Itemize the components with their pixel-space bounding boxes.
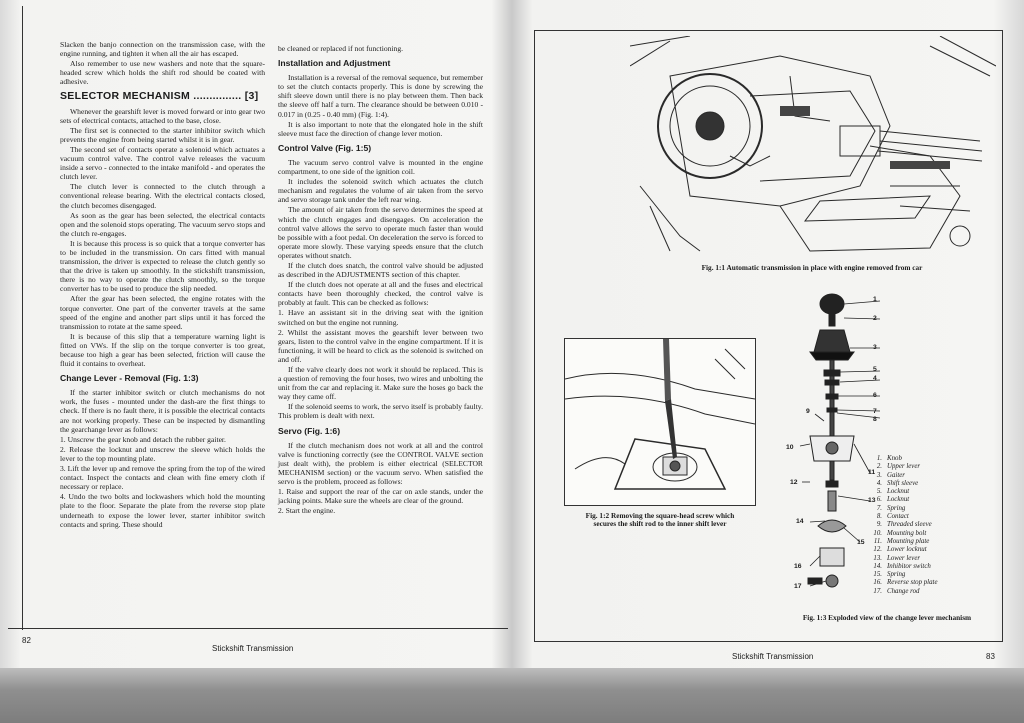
parts-legend-label: Change rod	[887, 587, 920, 595]
parts-legend-item	[868, 513, 998, 521]
parts-legend-item	[868, 521, 998, 529]
parts-legend-item	[868, 455, 998, 463]
numbered-step: 3. Lift the lever up and remove the spring from the top of the wired contact. Inspect the contacts and clean with fine emery cloth if necessary or replace.	[60, 464, 265, 492]
callout-13: 13	[868, 497, 876, 504]
paragraph: Slacken the banjo connection on the transmission case, with the engine running, and tighten it when all the air has escaped.	[60, 40, 265, 59]
paragraph: Whenever the gearshift lever is moved forward or into gear two sets of electrical contacts, attached to the base, close.	[60, 106, 265, 125]
parts-legend-item	[868, 579, 998, 587]
left-column-2	[278, 44, 483, 516]
fig-1-1-illustration	[630, 36, 996, 256]
parts-legend-number: 8.	[876, 513, 882, 521]
paragraph: If the clutch does snatch, the control valve should be adjusted as described in the ADJUSTMENTS section of this chapter.	[278, 260, 483, 280]
control-valve-paragraphs	[278, 158, 483, 308]
parts-legend-label: Spring	[887, 571, 906, 579]
callout-17: 17	[794, 583, 802, 590]
callout-9: 9	[806, 408, 810, 415]
paragraph: It is because this process is so quick that a torque converter has to be included in the transmission. On cars fitted with manual transmission, the driver is expected to release the clutch gently so that the drive is taken up smoothly. In the stickshift transmission, there is no way to operate the clutch smoothly, so the torque converter has to be used to produce the slip needed.	[60, 238, 265, 294]
paragraph: If the starter inhibitor switch or clutch mechanisms do not work, the fuses - mounted under the dash-are the first things to check. If there is no fault there, it is possible the electrical contacts are not working properly. These can be inspected by dismantling the gearchange lever as follows:	[60, 388, 265, 434]
installation-paragraphs	[278, 73, 483, 138]
right-frame-right	[1002, 30, 1003, 642]
callout-6: 6	[873, 392, 877, 399]
page-number-left: 82	[22, 636, 31, 645]
fig-1-1-caption: Fig. 1:1 Automatic transmission in place with engine removed from car	[701, 263, 923, 272]
paragraph: If the clutch mechanism does not work at all and the control valve is functioning correctly (see the CONTROL VALVE section just dealt with), the problem is either electrical (SELECTOR MECHANISM section) or the vacuum servo. When satisfied the servo is the problem, proceed as follows:	[278, 440, 483, 487]
parts-legend-item	[868, 496, 998, 504]
running-title-right: Stickshift Transmission	[732, 652, 814, 661]
selector-paragraphs	[60, 107, 265, 369]
callout-1: 1	[873, 296, 877, 303]
transmission-drawing	[630, 36, 996, 256]
paragraph: The first set is connected to the starter inhibitor switch which prevents the engine from being started whilst it is in gear.	[60, 125, 265, 144]
parts-legend-item	[868, 488, 998, 496]
paragraph: The clutch lever is connected to the clutch through a conventional release bearing. With the electrical contacts closed, the clutch becomes disengaged.	[60, 182, 265, 210]
right-page	[512, 0, 1024, 680]
numbered-step: 2. Start the engine.	[278, 506, 336, 516]
parts-legend-number: 17.	[873, 587, 882, 595]
parts-legend-label: Threaded sleeve	[887, 521, 932, 529]
parts-legend-number: 16.	[873, 579, 882, 587]
parts-legend-label: Locknut	[887, 488, 910, 496]
parts-legend-label: Mounting plate	[887, 537, 930, 545]
control-valve-after	[278, 365, 483, 421]
shift-rod-drawing	[565, 339, 755, 505]
callout-14: 14	[796, 518, 804, 525]
installation-heading: Installation and Adjustment	[278, 58, 391, 69]
callout-5: 5	[873, 366, 877, 373]
parts-legend-item	[868, 463, 998, 471]
parts-legend-label: Locknut	[887, 496, 910, 504]
paragraph: It is because of this slip that a temperature warning light is fitted on VWs. If the slip on the torque converter is too great, because too high a gear has been selected, friction will cause the fluid it contains to overheat.	[60, 331, 265, 369]
paragraph: As soon as the gear has been selected, the electrical contacts open and the solenoid stops operating. The vacuum servo stops and the clutch re-engages.	[60, 210, 265, 238]
callout-11: 11	[868, 469, 876, 476]
fig-1-3-caption: Fig. 1:3 Exploded view of the change lever mechanism	[802, 613, 972, 622]
right-frame-bottom	[534, 641, 1003, 642]
parts-legend-label: Contact	[887, 513, 909, 521]
numbered-step: 1. Raise and support the rear of the car on axle stands, under the jacking points. Make sure the wheels are clear of the ground.	[278, 487, 483, 506]
col2-intro: be cleaned or replaced if not functioning.	[278, 44, 404, 53]
callout-12: 12	[790, 479, 798, 486]
parts-legend-label: Inhibitor switch	[887, 562, 931, 570]
servo-paragraphs	[278, 441, 483, 486]
callout-10: 10	[786, 444, 794, 451]
parts-legend-number: 12.	[873, 546, 882, 554]
servo-steps	[278, 487, 483, 515]
parts-legend-item	[868, 588, 998, 596]
parts-legend-number: 13.	[873, 554, 882, 562]
numbered-step: 2. Whilst the assistant moves the gearshift lever between two gears, listen to the control valve in the engine compartment. If it is functioning, it will be heard to click as the solenoid is switched on and off.	[278, 327, 483, 364]
parts-legend-number: 2.	[876, 463, 882, 471]
parts-legend-label: Gaiter	[887, 471, 905, 479]
right-frame-left	[534, 30, 535, 642]
parts-legend-item	[868, 555, 998, 563]
left-frame-bottom	[8, 628, 508, 629]
parts-legend	[868, 455, 998, 596]
parts-legend-number: 14.	[873, 562, 882, 570]
parts-legend-label: Shift sleeve	[887, 479, 919, 487]
parts-legend-item	[868, 538, 998, 546]
callout-16: 16	[794, 563, 802, 570]
fig-1-2-caption-line-1: Fig. 1:2 Removing the square-head screw which	[585, 511, 735, 520]
parts-legend-number: 6.	[876, 496, 882, 504]
change-lever-heading: Change Lever - Removal (Fig. 1:3)	[60, 373, 199, 384]
parts-legend-number: 10.	[873, 529, 882, 537]
numbered-step: 1. Unscrew the gear knob and detach the rubber gaiter.	[60, 434, 226, 444]
parts-legend-number: 4.	[876, 479, 882, 487]
col1-intro	[60, 40, 265, 86]
left-frame-side	[22, 6, 23, 630]
parts-legend-number: 5.	[876, 488, 882, 496]
paragraph: Installation is a reversal of the removal sequence, but remember to set the clutch contacts properly. This is done by screwing the shift sleeve down until there is no play between them. Then back the sleeve off half a turn. The clearance should be between 0.010 - 0.017 in (0.25 - 0.40 mm) (Fig. 1:4).	[278, 73, 483, 119]
callout-15: 15	[857, 539, 865, 546]
parts-legend-label: Knob	[887, 455, 902, 462]
parts-legend-number: 15.	[873, 571, 882, 579]
parts-legend-number: 3.	[876, 471, 882, 479]
callout-7: 7	[873, 408, 877, 415]
paragraph: The amount of air taken from the servo determines the speed at which the clutch engages and disengages. On acceleration the control valve allows the servo to operate much faster than would be possible with a foot pedal. On deceleration the servo is forced to operate more slowly. These varying speeds ensure that the clutch operates without snatch.	[278, 205, 483, 260]
callout-8: 8	[873, 416, 877, 423]
parts-legend-label: Upper lever	[887, 463, 921, 471]
parts-legend-number: 1.	[876, 455, 882, 462]
paragraph: The vacuum servo control valve is mounted in the engine compartment, to one side of the ignition coil.	[278, 157, 483, 177]
parts-legend-item	[868, 480, 998, 488]
parts-legend-item	[868, 546, 998, 554]
left-page	[0, 0, 512, 668]
parts-legend-number: 7.	[876, 504, 882, 512]
numbered-step: 4. Undo the two bolts and lockwashers which hold the mounting plate to the floor. Separate the plate from the reverse stop plate underneath to expose the lower lever, starter inhibitor switch contacts and spring. These should	[60, 492, 265, 529]
control-valve-steps	[278, 308, 483, 364]
fig-1-2-caption	[562, 512, 758, 529]
paragraph: Also remember to use new washers and note that the square-headed screw which holds the shift rod should be coated with adhesive.	[60, 59, 265, 87]
parts-legend-item	[868, 472, 998, 480]
parts-legend-item	[868, 571, 998, 579]
paragraph: After the gear has been selected, the engine rotates with the torque converter. One part of the converter travels at the same speed of the engine and another part slips until it has forced the transmission to rotate at the same speed.	[60, 294, 265, 331]
right-frame-top	[534, 30, 1002, 31]
paragraph: It is also important to note that the elongated hole in the shift sleeve must face the direction of change lever motion.	[278, 119, 483, 138]
left-column-1	[60, 40, 265, 530]
numbered-step: 2. Release the locknut and unscrew the sleeve which holds the lever to the top mounting plate.	[60, 444, 265, 463]
parts-legend-item	[868, 505, 998, 513]
callout-3: 3	[873, 344, 877, 351]
fig-1-2-illustration	[564, 338, 756, 506]
parts-legend-number: 9.	[876, 521, 882, 529]
fig-1-2-caption-line-2: secures the shift rod to the inner shift lever	[593, 519, 727, 529]
page-number-right: 83	[986, 652, 995, 661]
parts-legend-label: Reverse stop plate	[887, 579, 938, 587]
parts-legend-item	[868, 530, 998, 538]
callout-2: 2	[873, 315, 877, 322]
parts-legend-number: 11.	[873, 537, 882, 545]
control-valve-heading: Control Valve (Fig. 1:5)	[278, 142, 372, 153]
callout-4: 4	[873, 375, 877, 382]
parts-legend-label: Spring	[887, 504, 906, 512]
parts-legend-label: Mounting bolt	[887, 529, 927, 537]
change-lever-paragraphs	[60, 388, 265, 433]
paragraph: It includes the solenoid switch which actuates the clutch mechanism and regulates the volume of air taken from the servo and servo storage tank under the left rear wing.	[278, 177, 483, 205]
running-title-left: Stickshift Transmission	[212, 644, 294, 653]
change-lever-steps	[60, 435, 265, 529]
paragraph: The second set of contacts operate a solenoid which actuates a vacuum control valve. The control valve releases the vacuum inside a servo - connected to the intake manifold - and operates the clutch lever.	[60, 144, 265, 182]
parts-legend-label: Lower locknut	[887, 546, 927, 554]
numbered-step: 1. Have an assistant sit in the driving seat with the ignition switched on but the engine not running.	[278, 308, 483, 327]
paragraph: If the clutch does not operate at all and the fuses and electrical contacts have been thoroughly checked, the control valve is probably at fault. This can be checked as follows:	[278, 280, 483, 308]
parts-legend-item	[868, 563, 998, 571]
paragraph: If the solenoid seems to work, the servo itself is probably faulty. This problem is dealt with next.	[278, 402, 484, 421]
paragraph: If the valve clearly does not work it should be replaced. This is a question of removing the four hoses, two wires and unbolting the unit from the car and replacing it. Make sure the hoses go back the way they came off.	[278, 365, 483, 402]
parts-legend-label: Lower lever	[887, 554, 921, 562]
selector-mechanism-heading: SELECTOR MECHANISM ............... [3]	[60, 90, 259, 103]
servo-heading: Servo (Fig. 1:6)	[278, 425, 341, 436]
